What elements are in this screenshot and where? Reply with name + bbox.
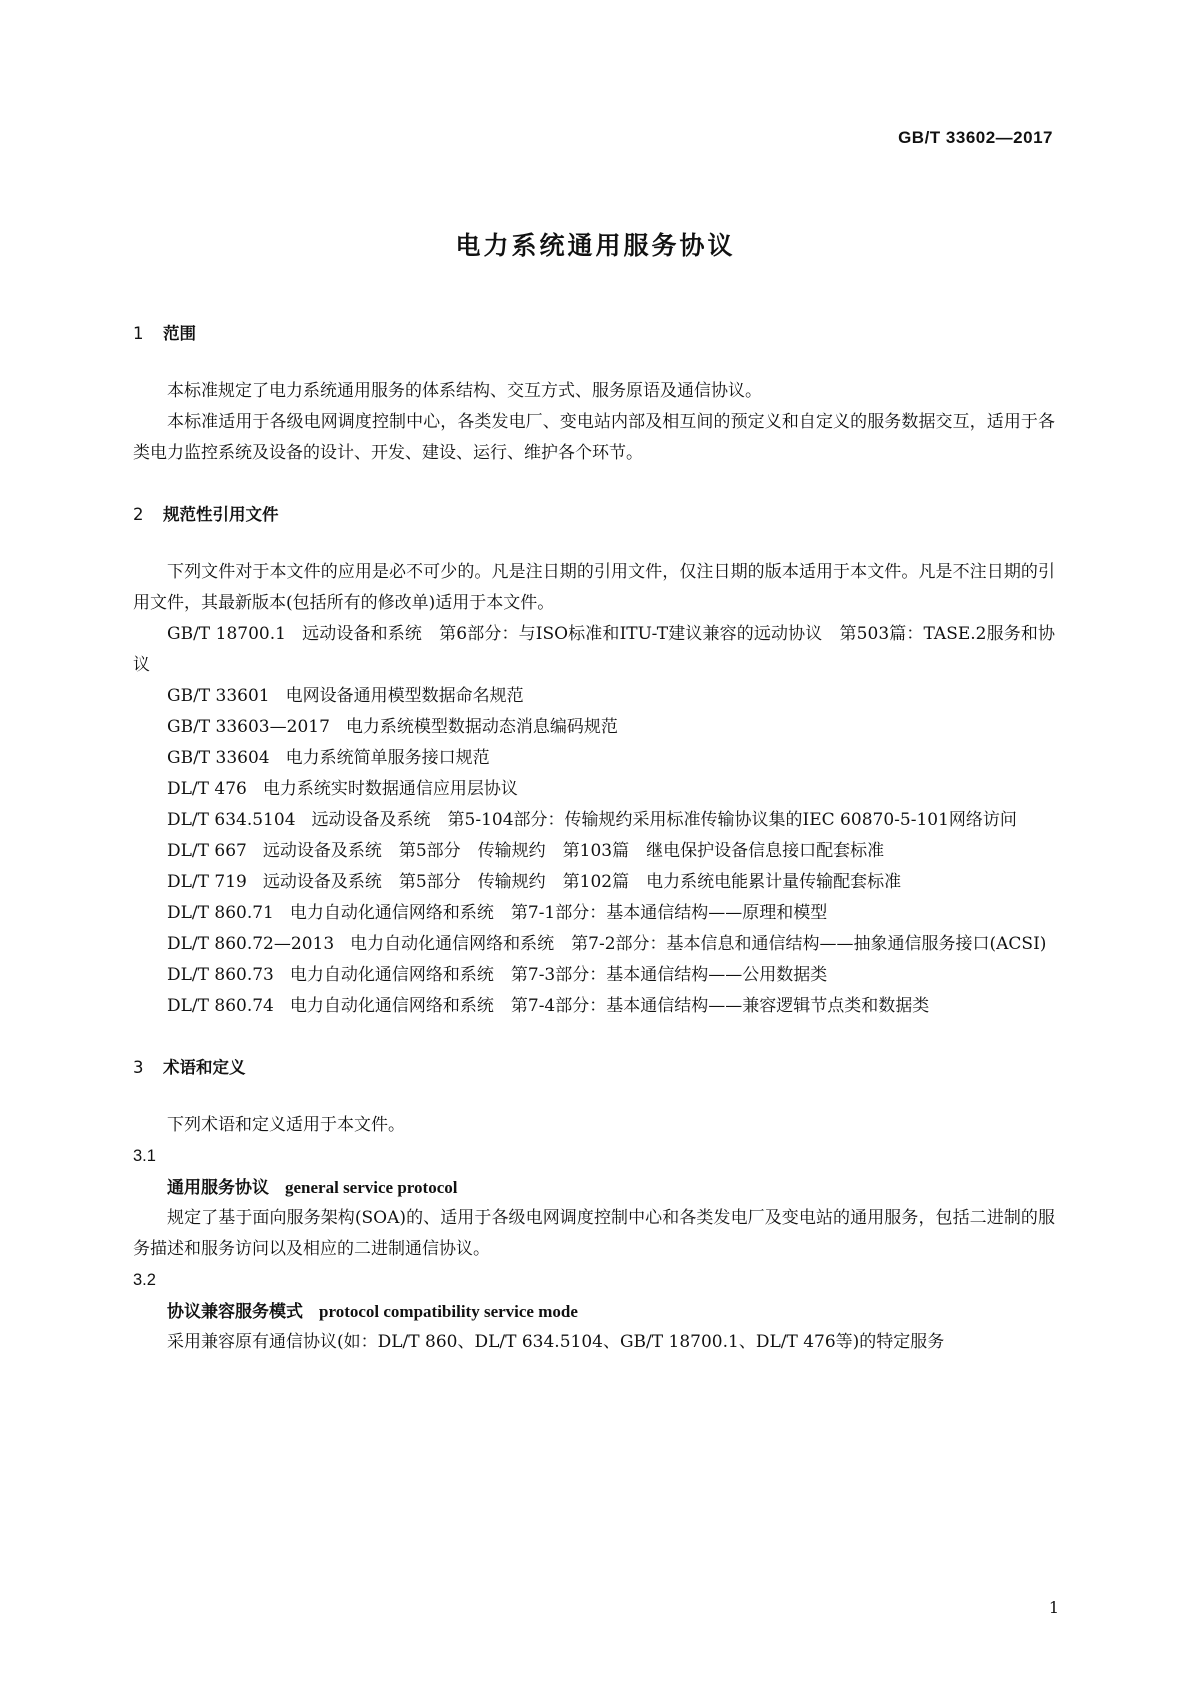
reference-title: 电力系统模型数据动态消息编码规范: [345, 717, 618, 737]
term-name-en: general service protocol: [285, 1178, 458, 1197]
reference-code: GB/T 33603—2017: [167, 717, 330, 737]
reference-title: 电力系统简单服务接口规范: [285, 748, 490, 768]
reference-title: 远动设备及系统 第5部分 传输规约 第102篇 电力系统电能累计量传输配套标准: [262, 872, 902, 892]
paragraph: 下列术语和定义适用于本文件。: [167, 1115, 405, 1135]
paragraph: 下列文件对于本文件的应用是必不可少的。凡是注日期的引用文件，仅注日期的版本适用于本文件。凡是不注日期的引用文件，其最新版本(包括所有的修改单)适用于本文件。: [133, 562, 1055, 613]
reference-title: 电力系统实时数据通信应用层协议: [262, 779, 518, 799]
term-number: 3.2: [133, 1271, 156, 1289]
term-title: [133, 1296, 1055, 1327]
section-title: 范围: [163, 324, 196, 343]
reference-item: [133, 867, 1055, 898]
reference-item: [133, 991, 1055, 1022]
document-title: 电力系统通用服务协议: [455, 231, 736, 260]
section-title: 术语和定义: [163, 1058, 246, 1077]
reference-item: [133, 960, 1055, 991]
reference-item: [133, 898, 1055, 929]
paragraph: 本标准规定了电力系统通用服务的体系结构、交互方式、服务原语及通信协议。: [167, 381, 762, 401]
reference-code: DL/T 860.72—2013: [167, 934, 335, 954]
reference-code: GB/T 33604: [167, 748, 270, 768]
term-number: 3.1: [133, 1147, 156, 1165]
section-title: 规范性引用文件: [163, 505, 279, 524]
page-number: 1: [1048, 1598, 1059, 1617]
standard-code: GB/T 33602—2017: [898, 128, 1053, 147]
reference-item: [133, 774, 1055, 805]
section-heading-scope: [133, 318, 1055, 349]
term-title: [133, 1172, 1055, 1203]
reference-item: [133, 929, 1055, 960]
reference-code: DL/T 860.71: [167, 903, 274, 923]
reference-code: DL/T 667: [167, 841, 247, 861]
reference-code: DL/T 476: [167, 779, 247, 799]
reference-title: 电力自动化通信网络和系统 第7-4部分：基本通信结构——兼容逻辑节点类和数据类: [289, 996, 930, 1016]
reference-item: [133, 805, 1055, 836]
term-definition: 采用兼容原有通信协议(如：DL/T 860、DL/T 634.5104、GB/T 18700.1、DL/T 476等)的特定服务: [167, 1332, 945, 1352]
section-number: 1: [133, 324, 144, 343]
reference-item: [133, 836, 1055, 867]
term-name-zh: 通用服务协议: [167, 1178, 269, 1198]
document-body: [133, 318, 1055, 1358]
term-definition: 规定了基于面向服务架构(SOA)的、适用于各级电网调度控制中心和各类发电厂及变电站的通用服务，包括二进制的服务描述和服务访问以及相应的二进制通信协议。: [133, 1208, 1055, 1259]
section-number: 2: [133, 505, 144, 524]
reference-list: [133, 619, 1055, 1022]
section-number: 3: [133, 1058, 144, 1077]
reference-item: [133, 619, 1055, 681]
reference-title: 远动设备及系统 第5-104部分：传输规约采用标准传输协议集的IEC 60870-5-101网络访问: [311, 810, 1017, 830]
reference-title: 电力自动化通信网络和系统 第7-1部分：基本通信结构——原理和模型: [289, 903, 828, 923]
section-heading-normative-references: [133, 499, 1055, 530]
reference-title: 电网设备通用模型数据命名规范: [285, 686, 524, 706]
reference-code: DL/T 634.5104: [167, 810, 296, 830]
term-name-zh: 协议兼容服务模式: [167, 1302, 303, 1322]
paragraph: 本标准适用于各级电网调度控制中心，各类发电厂、变电站内部及相互间的预定义和自定义的服务数据交互，适用于各类电力监控系统及设备的设计、开发、建设、运行、维护各个环节。: [133, 412, 1055, 463]
reference-item: [133, 681, 1055, 712]
reference-code: DL/T 860.74: [167, 996, 274, 1016]
reference-title: 远动设备及系统 第5部分 传输规约 第103篇 继电保护设备信息接口配套标准: [262, 841, 885, 861]
reference-code: DL/T 860.73: [167, 965, 274, 985]
reference-title: 电力自动化通信网络和系统 第7-2部分：基本信息和通信结构——抽象通信服务接口(ACSI): [350, 934, 1047, 954]
section-heading-terms-definitions: [133, 1052, 1055, 1083]
reference-code: DL/T 719: [167, 872, 247, 892]
reference-title: 远动设备和系统 第6部分：与ISO标准和ITU-T建议兼容的远动协议 第503篇：TASE.2服务和协议: [133, 624, 1055, 675]
reference-title: 电力自动化通信网络和系统 第7-3部分：基本通信结构——公用数据类: [289, 965, 828, 985]
reference-code: GB/T 18700.1: [167, 624, 286, 644]
reference-item: [133, 743, 1055, 774]
reference-item: [133, 712, 1055, 743]
reference-code: GB/T 33601: [167, 686, 270, 706]
term-name-en: protocol compatibility service mode: [319, 1302, 578, 1321]
